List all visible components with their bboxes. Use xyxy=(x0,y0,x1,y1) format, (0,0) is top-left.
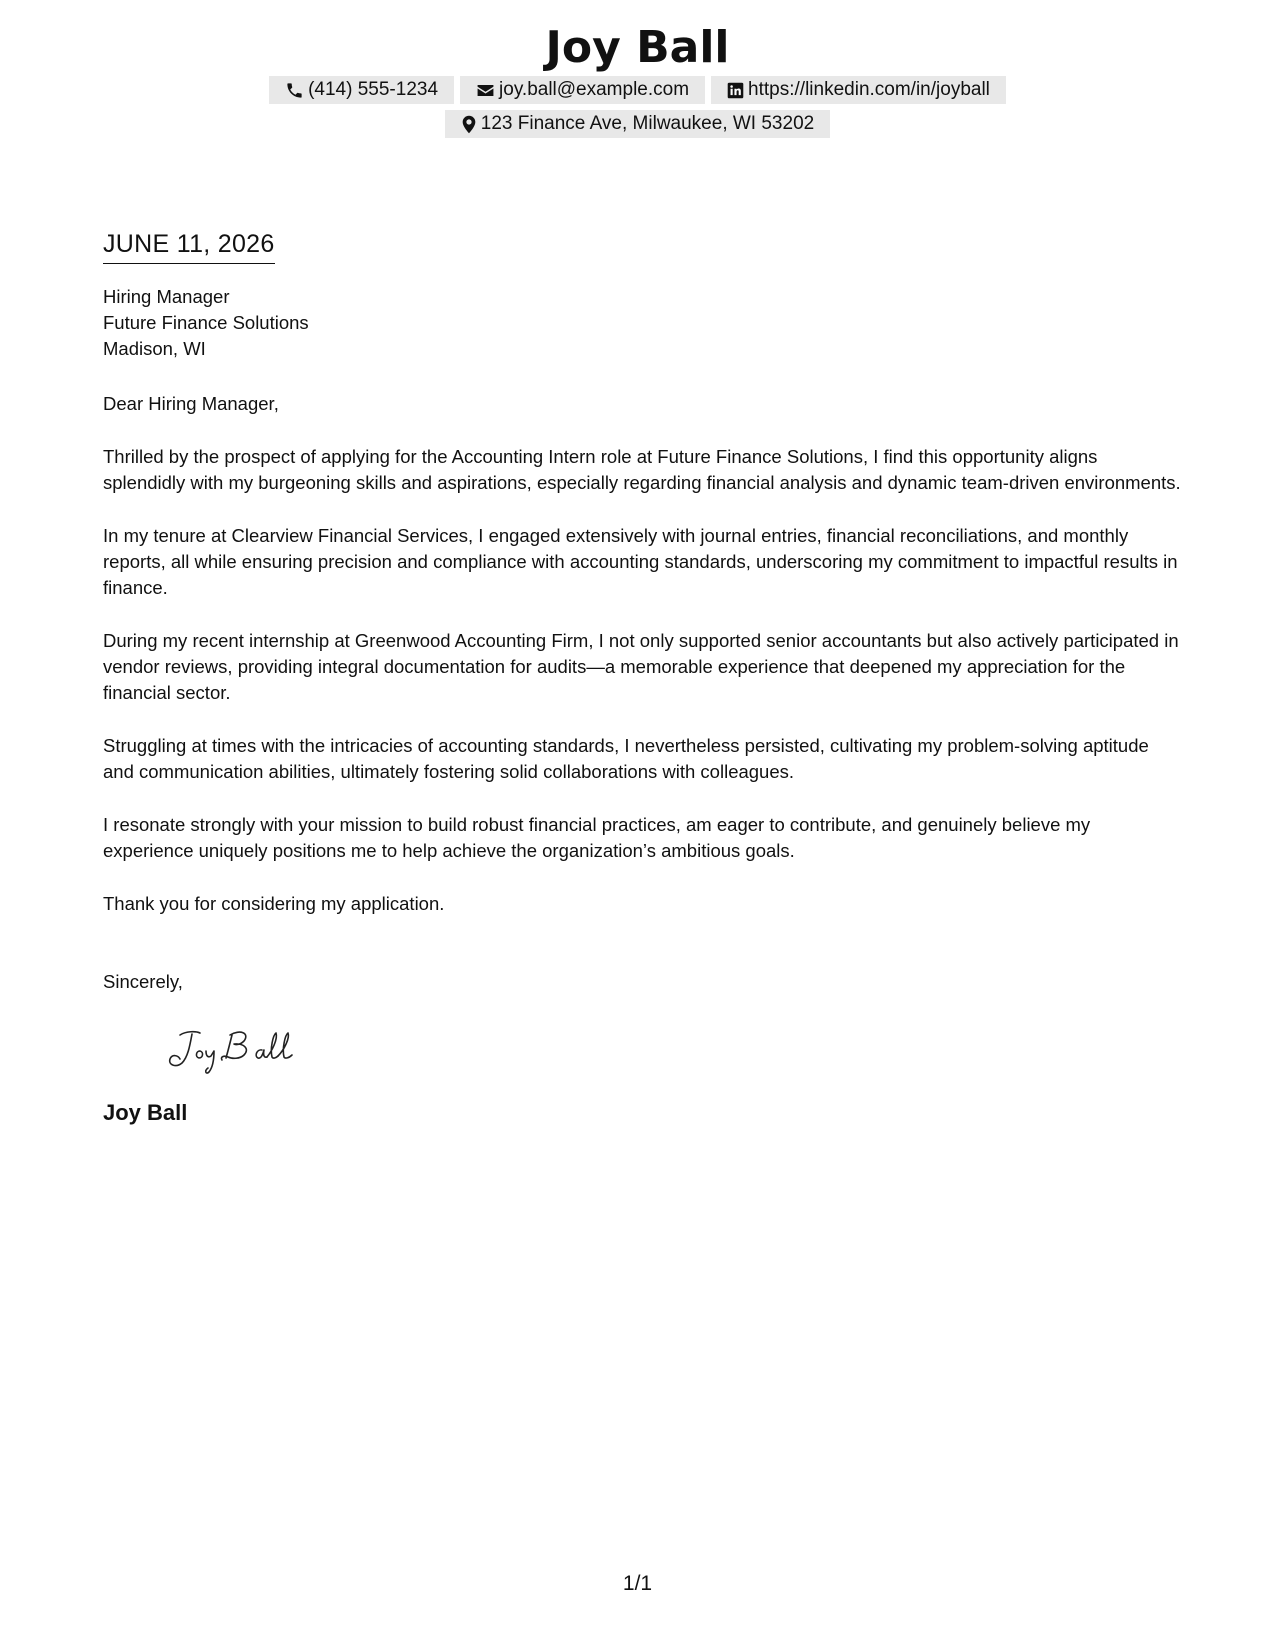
letter-date: JUNE 11, 2026 xyxy=(103,228,275,264)
recipient-block xyxy=(103,284,1183,362)
salutation: Dear Hiring Manager, xyxy=(103,393,279,414)
email-chip[interactable] xyxy=(460,76,705,104)
applicant-name: Joy Ball xyxy=(545,22,730,73)
linkedin-chip[interactable] xyxy=(711,76,1006,104)
letter-header xyxy=(0,22,1275,138)
address-chip xyxy=(445,110,830,138)
contact-row-secondary xyxy=(0,110,1275,138)
handwritten-signature xyxy=(160,1023,1183,1081)
closing: Sincerely, xyxy=(103,971,183,992)
letter-body xyxy=(103,228,1183,1127)
recipient-location: Madison, WI xyxy=(103,338,206,359)
phone-chip xyxy=(269,76,454,104)
recipient-title: Hiring Manager xyxy=(103,286,230,307)
paragraph: Struggling at times with the intricacies of accounting standards, I nevertheless persisted, cultivating my problem-solving aptitude and communication abilities, ultimately fostering solid collaborations with colleagues. xyxy=(103,735,1149,782)
linkedin-text[interactable]: https://linkedin.com/in/joyball xyxy=(748,79,990,100)
contact-row-primary xyxy=(0,76,1275,104)
email-text[interactable]: joy.ball@example.com xyxy=(499,79,690,100)
letter-paragraphs xyxy=(103,444,1183,917)
envelope-icon xyxy=(476,81,495,100)
map-pin-icon xyxy=(461,115,477,134)
paragraph: Thank you for considering my application. xyxy=(103,893,445,914)
paragraph: In my tenure at Clearview Financial Services, I engaged extensively with journal entries, financial reconciliations, and monthly reports, all while ensuring precision and compliance with accounting standards, underscoring my commitment to impactful results in finance. xyxy=(103,525,1178,598)
phone-text: (414) 555-1234 xyxy=(308,79,439,100)
paragraph: I resonate strongly with your mission to build robust financial practices, am eager to contribute, and genuinely believe my experience uniquely positions me to help achieve the organization’s ambitious goals. xyxy=(103,814,1091,861)
recipient-company: Future Finance Solutions xyxy=(103,312,309,333)
phone-icon xyxy=(285,81,304,100)
paragraph: During my recent internship at Greenwood Accounting Firm, I not only supported senior accountants but also actively participated in vendor reviews, providing integral documentation for audits—a memorable experience that deepened my appreciation for the financial sector. xyxy=(103,630,1179,703)
page-number: 1/1 xyxy=(622,1572,653,1595)
signer-name: Joy Ball xyxy=(103,1100,188,1125)
linkedin-icon xyxy=(727,82,744,99)
address-text: 123 Finance Ave, Milwaukee, WI 53202 xyxy=(480,113,815,134)
paragraph: Thrilled by the prospect of applying for the Accounting Intern role at Future Finance Solutions, I find this opportunity aligns splendidly with my burgeoning skills and aspirations, especially regarding financial analysis and dynamic team-driven environments. xyxy=(103,446,1181,493)
